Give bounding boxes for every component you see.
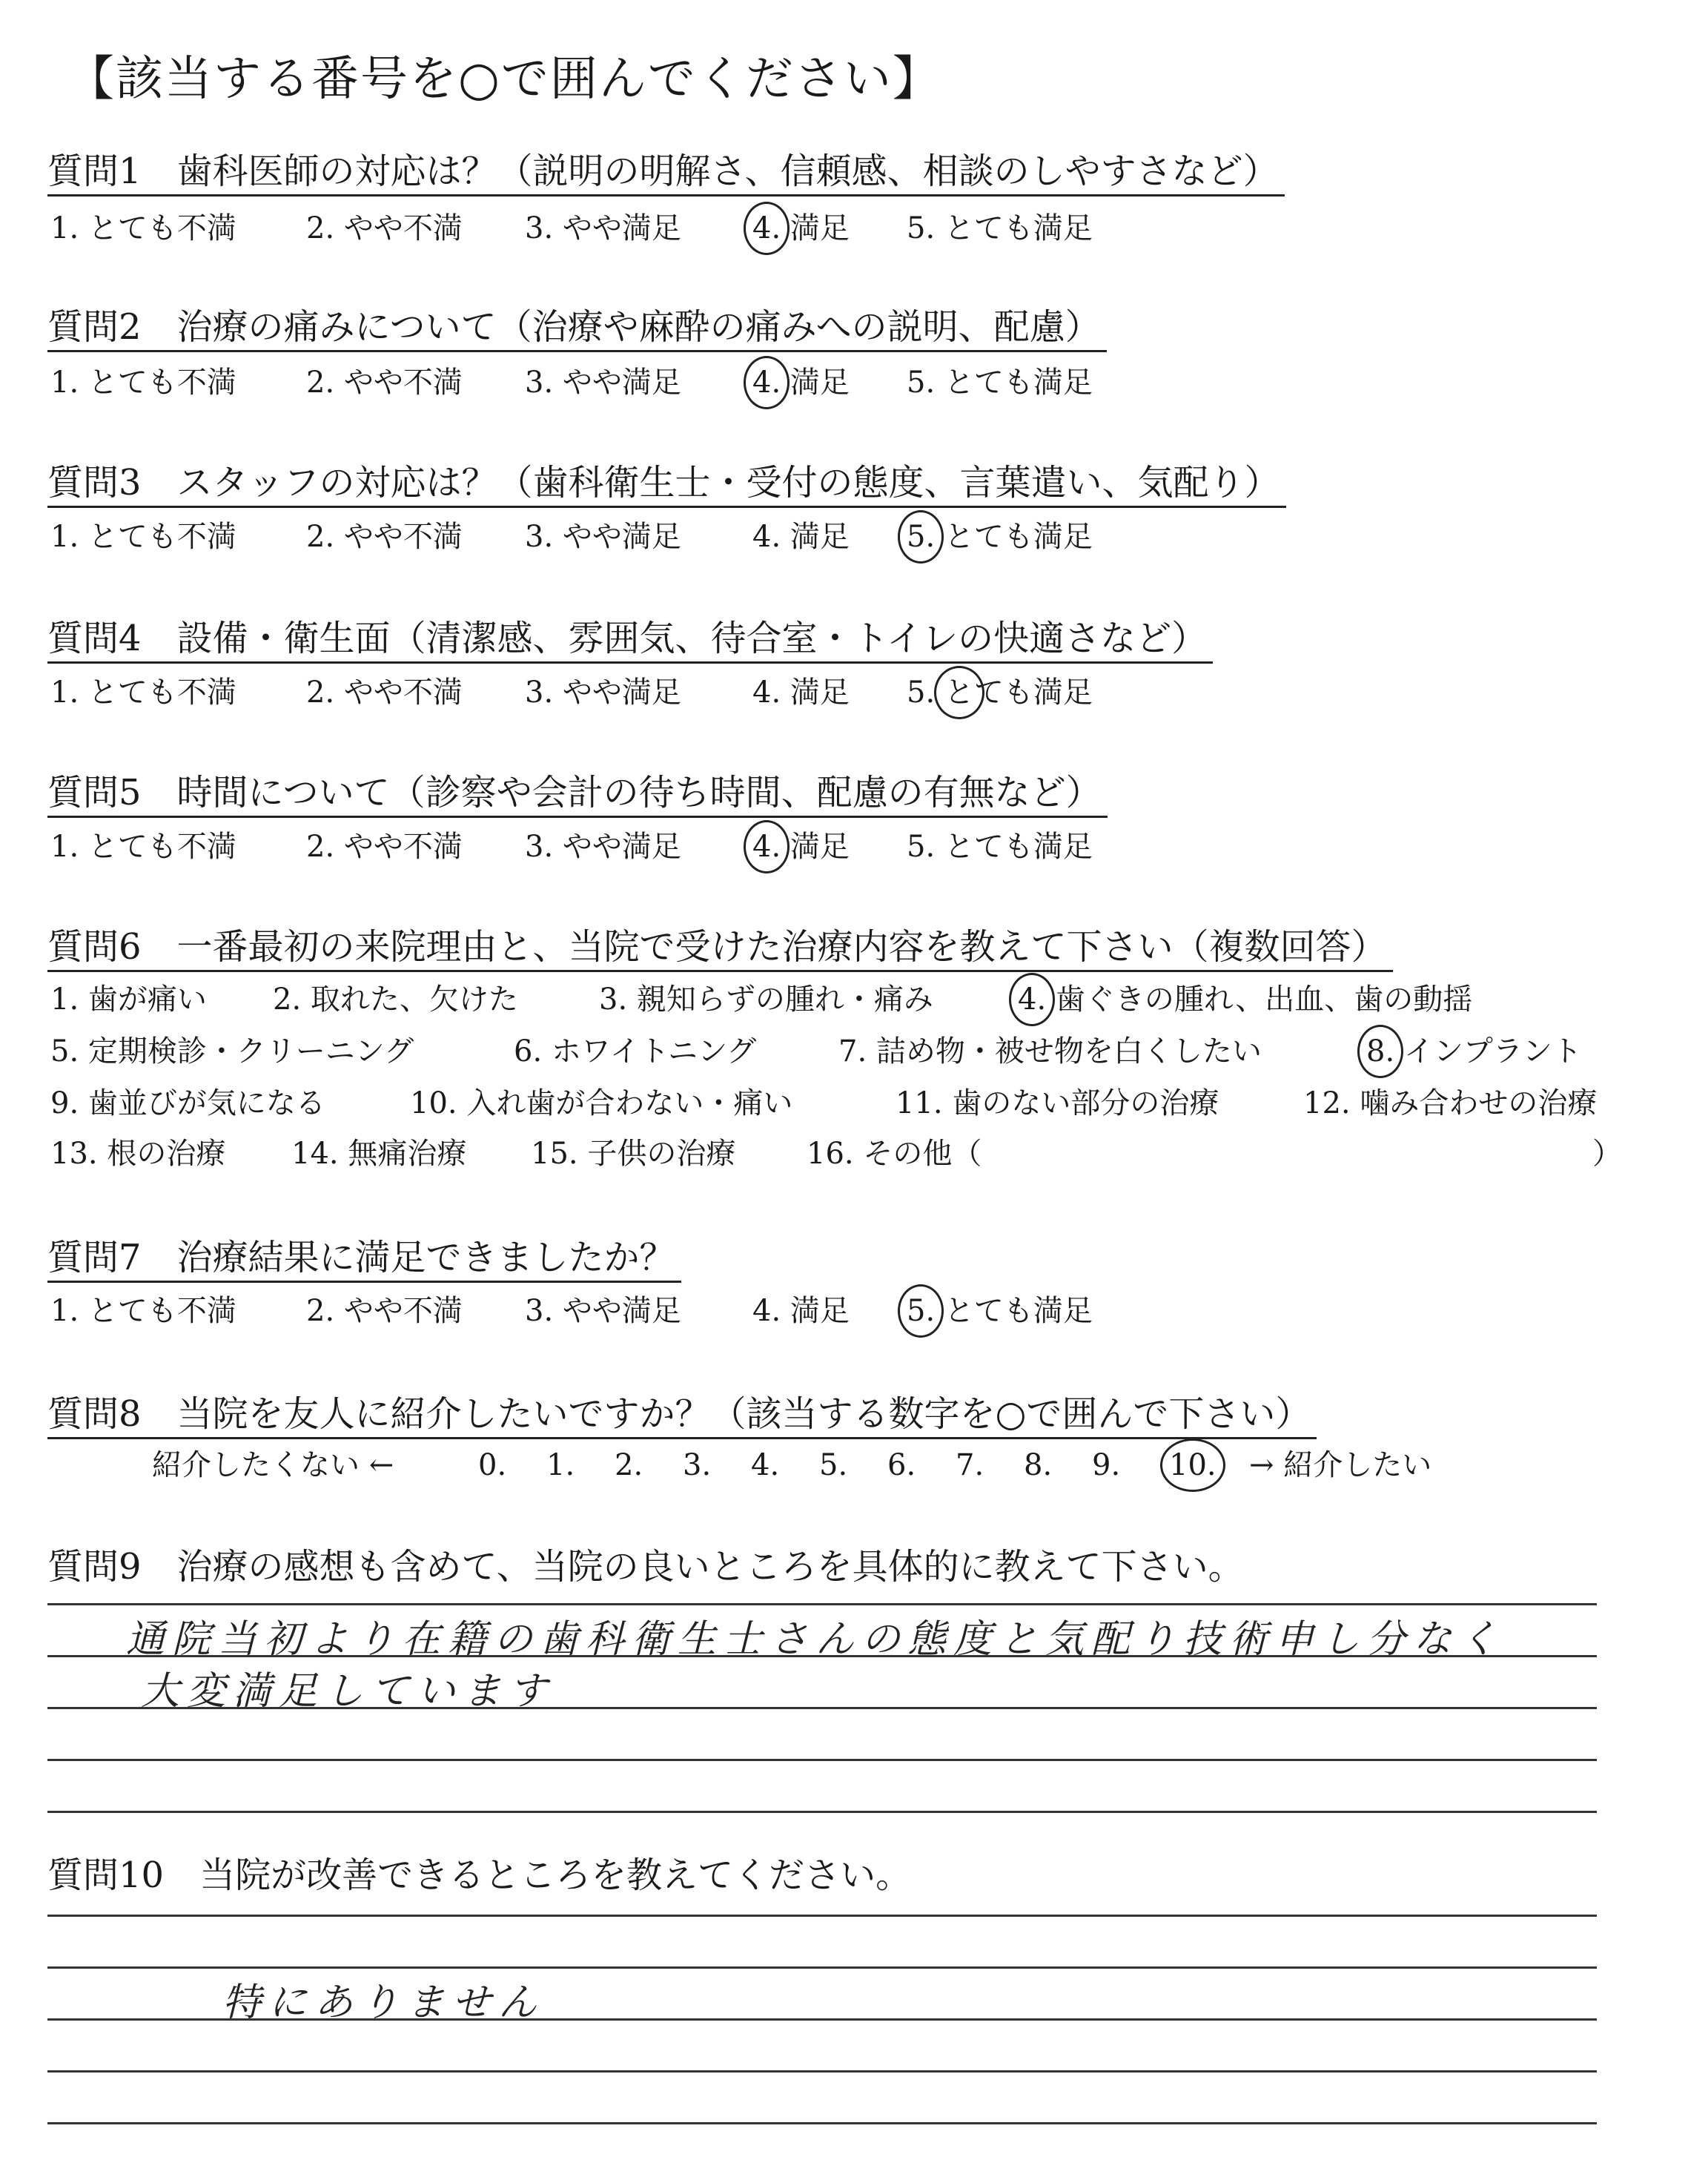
q7-option-3[interactable]: 3. やや満足 — [525, 1294, 681, 1328]
page-title: 【該当する番号を○で囲んでください】 — [67, 52, 941, 107]
q3-option-5-selected[interactable]: 5. とても満足 — [907, 516, 1093, 558]
q3-option-3[interactable]: 3. やや満足 — [525, 520, 681, 554]
q1-option-1[interactable]: 1. とても不満 — [50, 211, 236, 245]
q1-option-2[interactable]: 2. やや不満 — [306, 211, 463, 245]
q3-option-4[interactable]: 4. 満足 — [752, 520, 850, 554]
question-7-title: 質問7 治療結果に満足できましたか？ — [47, 1235, 681, 1283]
q6-option-1[interactable]: 1. 歯が痛い — [50, 982, 207, 1017]
q4-option-2[interactable]: 2. やや不満 — [306, 676, 463, 710]
q6-option-13[interactable]: 13. 根の治療 — [50, 1137, 226, 1171]
q6-option-16[interactable]: 16. その他（ — [807, 1137, 982, 1171]
q2-option-2[interactable]: 2. やや不満 — [306, 366, 463, 400]
question-10-title: 質問10 当院が改善できるところを教えてください。 — [47, 1855, 912, 1896]
q6-option-7[interactable]: 7. 詰め物・被せ物を白くしたい — [838, 1034, 1262, 1069]
q1-option-3[interactable]: 3. やや満足 — [525, 211, 681, 245]
q2-option-3[interactable]: 3. やや満足 — [525, 366, 681, 400]
q8-scale-10-selected[interactable]: 10. — [1169, 1444, 1217, 1486]
question-6-title: 質問6 一番最初の来院理由と、当院で受けた治療内容を教えて下さい（複数回答） — [47, 924, 1393, 972]
q5-option-4-selected[interactable]: 4. 満足 — [752, 826, 850, 868]
q8-scale-0[interactable]: 0. — [478, 1448, 507, 1482]
q6-option-15[interactable]: 15. 子供の治療 — [531, 1137, 736, 1171]
q6-option-12[interactable]: 12. 噛み合わせの治療 — [1303, 1086, 1598, 1120]
question-2-title: 質問2 治療の痛みについて（治療や麻酔の痛みへの説明、配慮） — [47, 304, 1107, 352]
q2-option-4-selected[interactable]: 4. 満足 — [752, 362, 850, 403]
q6-option-3[interactable]: 3. 親知らずの腫れ・痛み — [599, 982, 933, 1017]
q6-option-5[interactable]: 5. 定期検診・クリーニング — [50, 1034, 414, 1069]
q8-scale-6[interactable]: 6. — [887, 1448, 916, 1482]
q10-answer-line-3 — [47, 2018, 1597, 2021]
q5-option-2[interactable]: 2. やや不満 — [306, 830, 463, 864]
q6-other-close-paren: ） — [1592, 1137, 1622, 1171]
question-1-title: 質問1 歯科医師の対応は？（説明の明解さ、信頼感、相談のしやすさなど） — [47, 148, 1285, 196]
q8-scale-right-label: → 紹介したい — [1249, 1448, 1432, 1482]
q8-scale-2[interactable]: 2. — [615, 1448, 643, 1482]
q6-option-6[interactable]: 6. ホワイトニング — [514, 1034, 757, 1069]
q6-option-4-selected[interactable]: 4. 歯ぐきの腫れ、出血、歯の動揺 — [1018, 979, 1472, 1020]
q6-option-14[interactable]: 14. 無痛治療 — [291, 1137, 467, 1171]
q9-answer-line-1 — [47, 1603, 1597, 1605]
question-8-title: 質問8 当院を友人に紹介したいですか？（該当する数字を○で囲んで下さい） — [47, 1391, 1317, 1439]
q9-answer-line-4 — [47, 1759, 1597, 1761]
question-5-title: 質問5 時間について（診察や会計の待ち時間、配慮の有無など） — [47, 770, 1108, 818]
q8-scale-5[interactable]: 5. — [819, 1448, 848, 1482]
q6-option-9[interactable]: 9. 歯並びが気になる — [50, 1086, 325, 1120]
q9-answer-line-3 — [47, 1707, 1597, 1709]
q8-scale-1[interactable]: 1. — [546, 1448, 575, 1482]
q6-option-10[interactable]: 10. 入れ歯が合わない・痛い — [410, 1086, 793, 1120]
q4-option-5-selected[interactable]: 5. とても満足 — [907, 672, 1093, 713]
q4-option-4[interactable]: 4. 満足 — [752, 676, 850, 710]
q8-scale-4[interactable]: 4. — [751, 1448, 780, 1482]
q3-option-1[interactable]: 1. とても不満 — [50, 520, 236, 554]
q8-scale-7[interactable]: 7. — [956, 1448, 984, 1482]
q6-option-11[interactable]: 11. 歯のない部分の治療 — [896, 1086, 1219, 1120]
q1-option-5[interactable]: 5. とても満足 — [907, 211, 1093, 245]
q5-option-3[interactable]: 3. やや満足 — [525, 830, 681, 864]
q6-option-8-selected[interactable]: 8. インプラント — [1366, 1031, 1582, 1072]
q9-handwritten-answer-line-2: 大変満足しています — [141, 1669, 555, 1714]
q8-scale-8[interactable]: 8. — [1024, 1448, 1053, 1482]
q10-answer-line-4 — [47, 2070, 1597, 2073]
q1-option-4-selected[interactable]: 4. 満足 — [752, 208, 850, 249]
q10-handwritten-answer: 特にありません — [222, 1981, 545, 2025]
q7-option-4[interactable]: 4. 満足 — [752, 1294, 850, 1328]
q10-answer-line-2 — [47, 1966, 1597, 1969]
q5-option-1[interactable]: 1. とても不満 — [50, 830, 236, 864]
q6-option-2[interactable]: 2. 取れた、欠けた — [273, 982, 518, 1017]
q2-option-1[interactable]: 1. とても不満 — [50, 366, 236, 400]
q8-scale-9[interactable]: 9. — [1092, 1448, 1121, 1482]
q3-option-2[interactable]: 2. やや不満 — [306, 520, 463, 554]
q9-handwritten-answer-line-1: 通院当初より在籍の歯科衛生士さんの態度と気配り技術申し分なく — [126, 1617, 1506, 1662]
q9-answer-line-2 — [47, 1655, 1597, 1657]
question-9-title: 質問9 治療の感想も含めて、当院の良いところを具体的に教えて下さい。 — [47, 1546, 1244, 1588]
q10-answer-line-1 — [47, 1915, 1597, 1917]
q9-answer-line-5 — [47, 1811, 1597, 1813]
q7-option-5-selected[interactable]: 5. とても満足 — [907, 1290, 1093, 1332]
q2-option-5[interactable]: 5. とても満足 — [907, 366, 1093, 400]
question-4-title: 質問4 設備・衛生面（清潔感、雰囲気、待合室・トイレの快適さなど） — [47, 615, 1213, 664]
q4-option-1[interactable]: 1. とても不満 — [50, 676, 236, 710]
q5-option-5[interactable]: 5. とても満足 — [907, 830, 1093, 864]
q8-scale-left-label: 紹介したくない ← — [152, 1448, 394, 1482]
question-3-title: 質問3 スタッフの対応は？（歯科衛生士・受付の態度、言葉遣い、気配り） — [47, 460, 1286, 508]
q10-answer-line-5 — [47, 2122, 1597, 2124]
q7-option-2[interactable]: 2. やや不満 — [306, 1294, 463, 1328]
q7-option-1[interactable]: 1. とても不満 — [50, 1294, 236, 1328]
q4-option-3[interactable]: 3. やや満足 — [525, 676, 681, 710]
q8-scale-3[interactable]: 3. — [683, 1448, 712, 1482]
